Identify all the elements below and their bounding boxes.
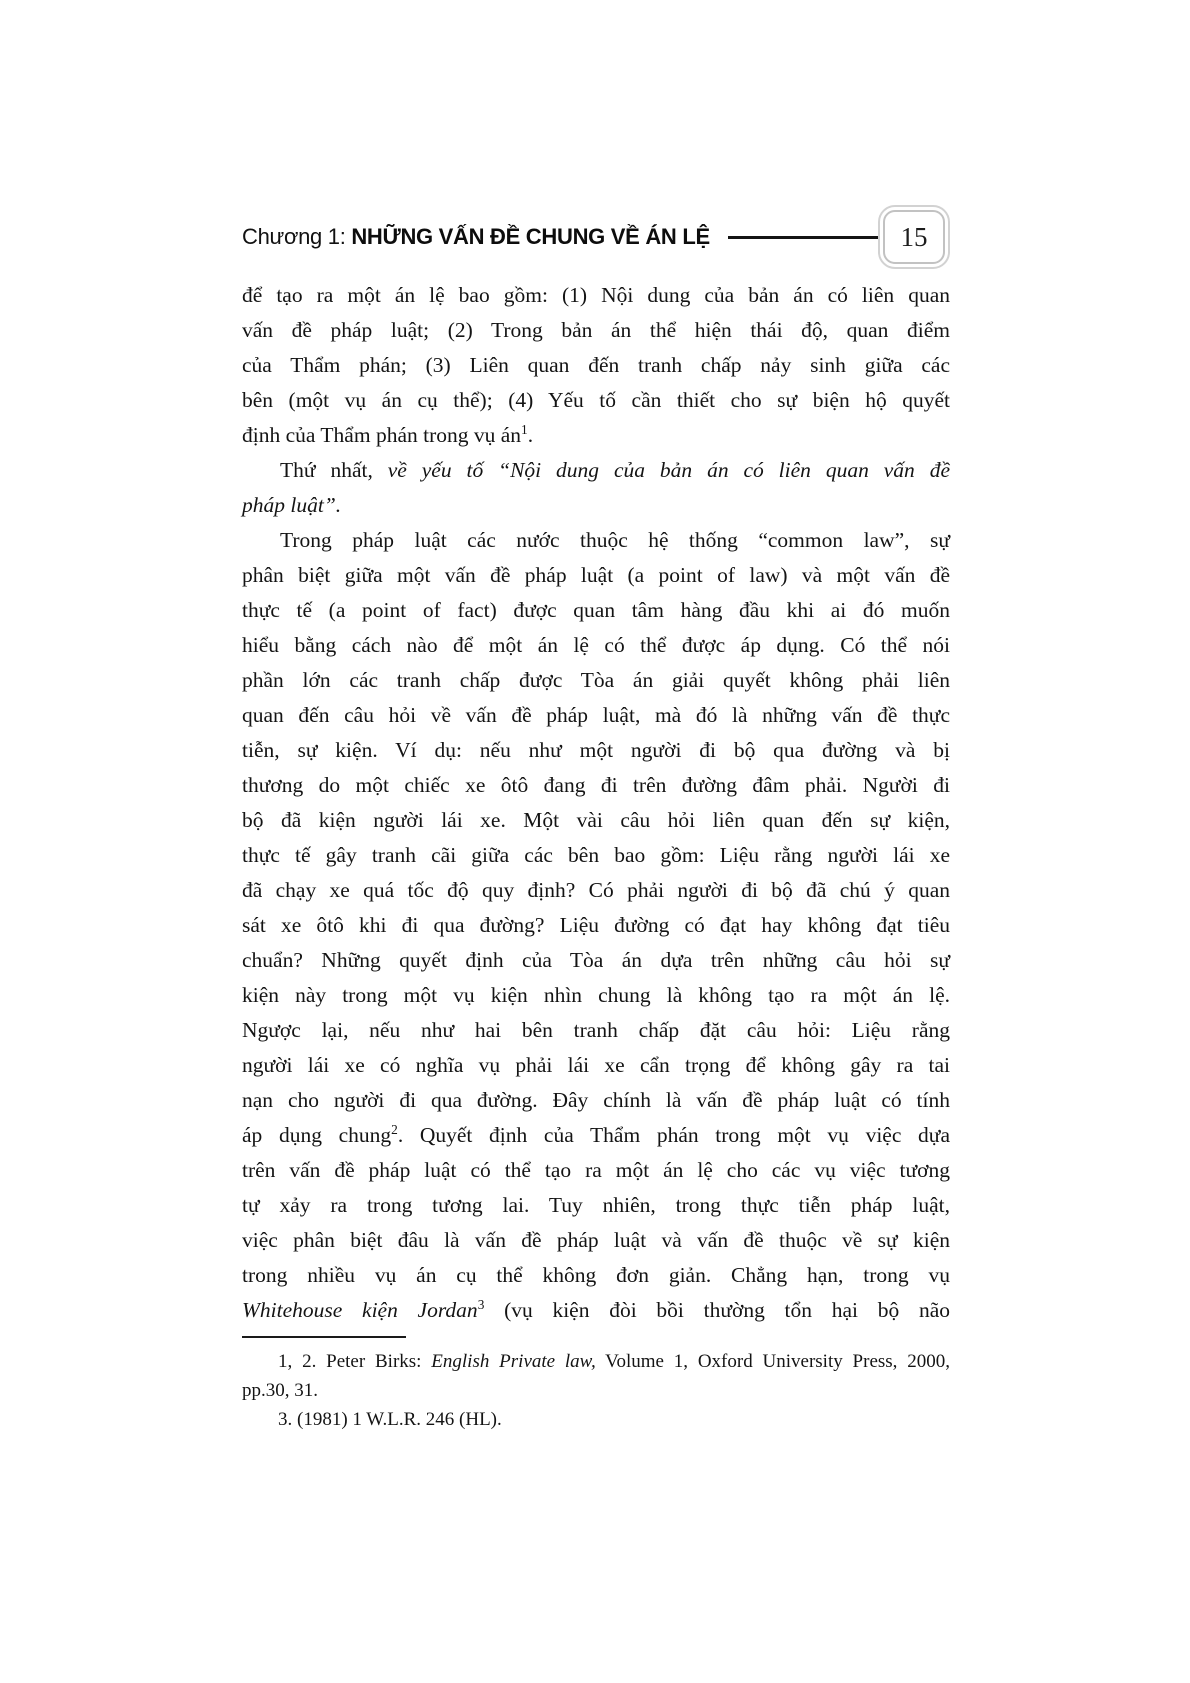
body-text-line	[242, 873, 950, 908]
footnote-separator	[242, 1336, 406, 1338]
text-segment: .	[527, 423, 534, 447]
text-segment: bên (một vụ án cụ thể); (4) Yếu tố cần thiết cho sự biện hộ quyết	[242, 388, 950, 412]
footnote-reference: 2	[391, 1121, 398, 1137]
body-text-line	[242, 1048, 950, 1083]
text-segment: 3. (1981) 1 W.L.R. 246 (HL).	[278, 1409, 502, 1430]
text-segment: sát xe ôtô khi đi qua đường? Liệu đường có đạt hay không đạt tiêu	[242, 913, 950, 937]
text-segment: phân biệt giữa một vấn đề pháp luật (a point of law) và một vấn đề	[242, 563, 950, 587]
footnote-reference: 3	[477, 1296, 485, 1312]
text-segment: áp dụng chung	[242, 1123, 392, 1147]
body-text-line	[242, 1153, 950, 1188]
text-segment: kiện này trong một vụ kiện nhìn chung là không tạo ra một án lệ.	[242, 983, 950, 1007]
text-segment: phần lớn các tranh chấp được Tòa án giải quyết không phải liên	[242, 668, 950, 692]
body-text-line	[242, 978, 950, 1013]
footnote-line	[242, 1405, 950, 1434]
body-text-line	[242, 453, 950, 488]
body-text-line	[242, 558, 950, 593]
text-segment: thực tế gây tranh cãi giữa các bên bao gồm: Liệu rằng người lái xe	[242, 843, 950, 867]
text-segment: Volume 1, Oxford University Press, 2000,	[595, 1351, 950, 1372]
footnote-line	[242, 1347, 950, 1376]
text-segment: (vụ kiện đòi bồi thường tổn hại bộ não	[484, 1298, 951, 1322]
body-text	[242, 278, 950, 1328]
footnote-reference: 1	[521, 421, 528, 437]
text-segment: Trong pháp luật các nước thuộc hệ thống “common law”, sự	[280, 528, 950, 552]
text-segment: để tạo ra một án lệ bao gồm: (1) Nội dung của bản án có liên quan	[242, 283, 950, 307]
text-segment: người lái xe có nghĩa vụ phải lái xe cẩn trọng để không gây ra tai	[242, 1053, 950, 1077]
header-rule	[728, 236, 878, 239]
body-text-line	[242, 1013, 950, 1048]
chapter-number: Chương 1:	[242, 224, 346, 249]
text-segment: pp.30, 31.	[242, 1380, 318, 1401]
body-text-line	[242, 593, 950, 628]
text-segment: bộ đã kiện người lái xe. Một vài câu hỏi liên quan đến sự kiện,	[242, 808, 950, 832]
text-segment: chuẩn? Những quyết định của Tòa án dựa trên những câu hỏi sự	[242, 948, 950, 972]
body-text-line	[242, 383, 950, 418]
body-text-line	[242, 278, 950, 313]
text-segment: của Thẩm phán; (3) Liên quan đến tranh chấp nảy sinh giữa các	[242, 353, 950, 377]
body-text-line	[242, 733, 950, 768]
footnotes	[242, 1336, 950, 1434]
body-text-line	[242, 768, 950, 803]
body-text-line	[242, 628, 950, 663]
body-text-line	[242, 1223, 950, 1258]
text-segment: Thứ nhất,	[280, 458, 388, 482]
text-segment: quan đến câu hỏi về vấn đề pháp luật, mà đó là những vấn đề thực	[242, 703, 950, 727]
text-segment: đã chạy xe quá tốc độ quy định? Có phải người đi bộ đã chú ý quan	[242, 878, 950, 902]
text-segment: pháp luật”.	[242, 493, 342, 517]
body-text-line	[242, 523, 950, 558]
body-text-line	[242, 838, 950, 873]
text-segment: hiểu bằng cách nào để một án lệ có thể được áp dụng. Có thể nói	[242, 633, 950, 657]
body-text-line	[242, 348, 950, 383]
text-segment: Ngược lại, nếu như hai bên tranh chấp đặt câu hỏi: Liệu rằng	[242, 1018, 950, 1042]
chapter-heading	[242, 224, 710, 250]
page-number: 15	[883, 210, 945, 264]
body-text-line	[242, 908, 950, 943]
body-text-line	[242, 803, 950, 838]
body-text-line	[242, 698, 950, 733]
text-segment: thực tế (a point of fact) được quan tâm hàng đầu khi ai đó muốn	[242, 598, 950, 622]
body-text-line	[242, 1293, 950, 1328]
text-segment: tự xảy ra trong tương lai. Tuy nhiên, trong thực tiễn pháp luật,	[242, 1193, 950, 1217]
text-segment: . Quyết định của Thẩm phán trong một vụ việc dựa	[397, 1123, 950, 1147]
text-segment: tiễn, sự kiện. Ví dụ: nếu như một người đi bộ qua đường và bị	[242, 738, 950, 762]
text-segment: về yếu tố “Nội dung của bản án có liên quan vấn đề	[387, 458, 950, 482]
text-segment: định của Thẩm phán trong vụ án	[242, 423, 522, 447]
text-segment: trong nhiều vụ án cụ thể không đơn giản. Chẳng hạn, trong vụ	[242, 1263, 950, 1287]
footnote-lines	[242, 1347, 950, 1434]
body-text-line	[242, 488, 950, 523]
text-segment: Whitehouse kiện Jordan	[242, 1298, 478, 1322]
running-header	[242, 203, 950, 271]
body-text-line	[242, 1118, 950, 1153]
body-text-line	[242, 313, 950, 348]
body-text-line	[242, 418, 950, 453]
body-text-line	[242, 1188, 950, 1223]
text-segment: nạn cho người đi qua đường. Đây chính là vấn đề pháp luật có tính	[242, 1088, 950, 1112]
body-text-line	[242, 663, 950, 698]
text-segment: vấn đề pháp luật; (2) Trong bản án thể hiện thái độ, quan điểm	[242, 318, 950, 342]
text-segment: việc phân biệt đâu là vấn đề pháp luật và vấn đề thuộc về sự kiện	[242, 1228, 950, 1252]
footnote-line	[242, 1376, 950, 1405]
text-segment: trên vấn đề pháp luật có thể tạo ra một án lệ cho các vụ việc tương	[242, 1158, 950, 1182]
page-number-box	[878, 205, 950, 269]
body-text-line	[242, 1258, 950, 1293]
body-text-line	[242, 943, 950, 978]
text-segment: English Private law,	[431, 1351, 596, 1372]
text-segment: thương do một chiếc xe ôtô đang đi trên đường đâm phải. Người đi	[242, 773, 950, 797]
chapter-title: NHỮNG VẤN ĐỀ CHUNG VỀ ÁN LỆ	[351, 224, 710, 249]
body-text-line	[242, 1083, 950, 1118]
text-segment: 1, 2. Peter Birks:	[278, 1351, 432, 1372]
